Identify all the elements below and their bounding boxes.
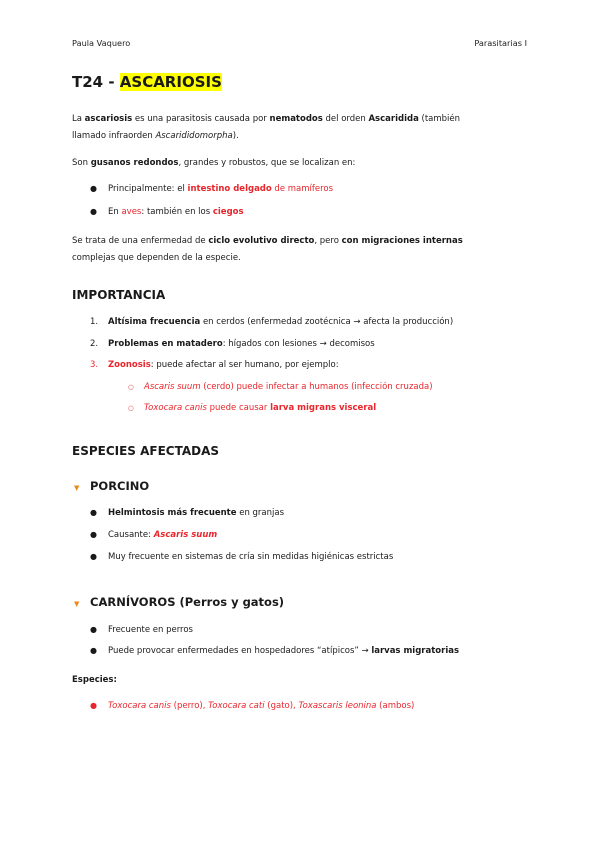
list-item: ○ Toxocara canis puede causar larva migrans visceral (128, 403, 377, 413)
bullet-dot-icon: ● (90, 646, 97, 655)
list-item: ● Causante: Ascaris suum (90, 530, 218, 540)
title-prefix: T24 - (72, 73, 120, 91)
triangle-down-icon: ▼ (74, 484, 80, 492)
list-item: ○ Ascaris suum (cerdo) puede infectar a humanos (infección cruzada) (128, 382, 433, 392)
header-subject: Parasitarias I (474, 38, 527, 48)
bullet-dot-icon: ● (90, 530, 97, 539)
circle-bullet-icon: ○ (128, 404, 134, 412)
subsection-heading-porcino: ▼ PORCINO (74, 479, 150, 493)
section-heading-importancia: IMPORTANCIA (72, 288, 166, 302)
circle-bullet-icon: ○ (128, 383, 134, 391)
list-item: ● Puede provocar enfermedades en hospedadores “atípicos” → larvas migratorias (90, 646, 460, 656)
section-heading-especies: ESPECIES AFECTADAS (72, 444, 220, 458)
bullet-dot-icon: ● (90, 701, 97, 710)
species-label: Especies: (72, 675, 117, 685)
bullet-dot-icon: ● (90, 552, 97, 561)
subsection-heading-carnivoros: ▼ CARNÍVOROS (Perros y gatos) (74, 595, 285, 609)
list-item: 2. Problemas en matadero: hígados con lesiones → decomisos (90, 339, 375, 349)
bullet-dot-icon: ● (90, 508, 97, 517)
triangle-down-icon: ▼ (74, 600, 80, 608)
intro-paragraph-1: La ascariosis es una parasitosis causada por nematodos del orden Ascaridida (también llamado infraorden Ascarididomorpha). (72, 114, 461, 141)
list-item: ● Helmintosis más frecuente en granjas (90, 508, 285, 518)
list-item: ● Frecuente en perros (90, 625, 193, 635)
intro-paragraph-3: Se trata de una enfermedad de ciclo evolutivo directo, pero con migraciones internas complejas que dependen de la especie. (72, 236, 463, 263)
list-item: ● Principalmente: el intestino delgado de mamíferos (90, 184, 334, 194)
header-author: Paula Vaquero (72, 38, 131, 48)
bullet-dot-icon: ● (90, 207, 97, 216)
list-item: 1. Altísima frecuencia en cerdos (enfermedad zootécnica → afecta la producción) (90, 317, 454, 327)
bullet-dot-icon: ● (90, 184, 97, 193)
bullet-dot-icon: ● (90, 625, 97, 634)
list-item: ● Muy frecuente en sistemas de cría sin medidas higiénicas estrictas (90, 552, 394, 562)
list-item: ● Toxocara canis (perro), Toxocara cati (gato), Toxascaris leonina (ambos) (90, 701, 415, 711)
intro-paragraph-2: Son gusanos redondos, grandes y robustos, que se localizan en: (72, 158, 356, 168)
title-highlight: ASCARIOSIS (119, 73, 222, 91)
list-item: 3. Zoonosis: puede afectar al ser humano, por ejemplo: (90, 360, 339, 370)
document-title (72, 73, 222, 91)
list-item: ● En aves: también en los ciegos (90, 207, 244, 217)
